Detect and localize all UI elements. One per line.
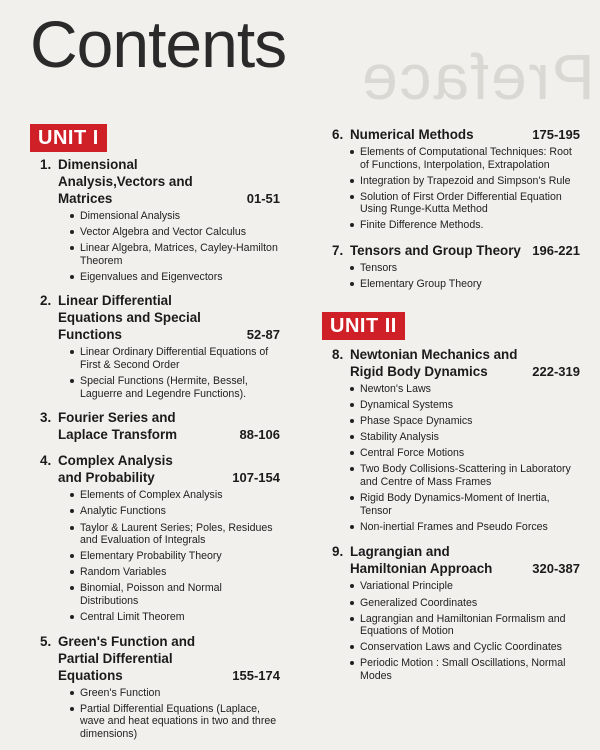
topic-item: Elementary Probability Theory — [70, 550, 280, 563]
chapter-title: Newtonian Mechanics and Rigid Body Dynamics — [350, 347, 518, 379]
chapter-heading — [40, 156, 280, 207]
chapter-pages: 222-319 — [532, 364, 580, 379]
topic-list — [40, 346, 280, 400]
topic-list — [332, 580, 580, 682]
chapter-heading — [40, 409, 280, 443]
chapter-heading — [40, 452, 280, 486]
unit-label: UNIT II — [322, 312, 405, 340]
chapter-number: 6. — [332, 127, 344, 142]
chapter-9 — [332, 543, 580, 682]
topic-item: Tensors — [350, 262, 580, 275]
topic-item: Dynamical Systems — [350, 399, 580, 412]
topic-item: Central Limit Theorem — [70, 611, 280, 624]
topic-item: Elementary Group Theory — [350, 278, 580, 291]
chapter-1 — [40, 156, 280, 283]
chapter-number: 8. — [332, 347, 344, 362]
chapter-heading — [332, 242, 580, 259]
right-column-top — [332, 126, 580, 300]
topic-item: Dimensional Analysis — [70, 210, 280, 223]
chapter-number: 4. — [40, 453, 52, 469]
topic-item: Binomial, Poisson and Normal Distributions — [70, 582, 280, 607]
topic-item: Elements of Computational Techniques: Root of Functions, Interpolation, Extrapolation — [350, 146, 580, 171]
topic-item: Non-inertial Frames and Pseudo Forces — [350, 521, 580, 534]
topic-item: Green's Function — [70, 687, 280, 700]
topic-item: Generalized Coordinates — [350, 597, 580, 610]
chapter-7 — [332, 242, 580, 291]
topic-item: Linear Algebra, Matrices, Cayley-Hamilton Theorem — [70, 242, 280, 267]
topic-list — [40, 687, 280, 741]
topic-item: Conservation Laws and Cyclic Coordinates — [350, 641, 580, 654]
chapter-2 — [40, 292, 280, 400]
topic-item: Rigid Body Dynamics-Moment of Inertia, Tensor — [350, 492, 580, 517]
chapter-title: Dimensional Analysis,Vectors and Matrices — [58, 157, 193, 206]
chapter-title: Lagrangian and Hamiltonian Approach — [350, 544, 493, 577]
chapter-heading — [40, 292, 280, 343]
chapter-heading — [332, 543, 580, 577]
unit-label: UNIT I — [30, 124, 107, 152]
chapter-title: Complex Analysis and Probability — [58, 453, 173, 486]
chapter-pages: 175-195 — [532, 127, 580, 142]
topic-item: Random Variables — [70, 566, 280, 579]
bleed-through-text: Preface — [360, 41, 595, 113]
chapter-pages: 155-174 — [232, 667, 280, 683]
topic-item: Central Force Motions — [350, 447, 580, 460]
topic-item: Vector Algebra and Vector Calculus — [70, 226, 280, 239]
chapter-title: Fourier Series and Laplace Transform — [58, 410, 178, 443]
chapter-pages: 107-154 — [232, 470, 280, 486]
topic-item: Stability Analysis — [350, 431, 580, 444]
topic-item: Newton's Laws — [350, 383, 580, 396]
topic-item: Variational Principle — [350, 580, 580, 593]
topic-item: Elements of Complex Analysis — [70, 489, 280, 502]
topic-item: Lagrangian and Hamiltonian Formalism and Equations of Motion — [350, 613, 580, 638]
chapter-pages: 88-106 — [239, 427, 280, 443]
chapter-8 — [332, 346, 580, 533]
chapter-heading — [40, 633, 280, 684]
topic-list — [332, 383, 580, 533]
chapter-pages: 52-87 — [246, 327, 280, 343]
chapter-title: Green's Function and Partial Differential Equations — [58, 633, 196, 683]
topic-list — [332, 262, 580, 291]
topic-item: Eigenvalues and Eigenvectors — [70, 271, 280, 284]
chapter-3 — [40, 409, 280, 443]
chapter-title: Tensors and Group Theory — [350, 243, 521, 259]
chapter-heading — [332, 346, 580, 380]
topic-item: Special Functions (Hermite, Bessel, Laguerre and Legendre Functions). — [70, 375, 280, 400]
topic-item: Taylor & Laurent Series; Poles, Residues and Evaluation of Integrals — [70, 522, 280, 547]
topic-list — [332, 146, 580, 232]
topic-item: Solution of First Order Differential Equation Using Runge-Kutta Method — [350, 191, 580, 216]
right-column-bottom — [332, 346, 580, 692]
topic-item: Finite Difference Methods. — [350, 219, 580, 232]
chapter-number: 2. — [40, 293, 52, 309]
chapter-heading — [332, 126, 580, 143]
topic-item: Two Body Collisions-Scattering in Laboratory and Centre of Mass Frames — [350, 463, 580, 488]
topic-item: Linear Ordinary Differential Equations of First & Second Order — [70, 346, 280, 371]
chapter-number: 3. — [40, 410, 52, 426]
topic-item: Integration by Trapezoid and Simpson's Rule — [350, 175, 580, 188]
chapter-number: 1. — [40, 157, 52, 172]
chapter-pages: 196-221 — [532, 243, 580, 259]
page-title: Contents — [30, 7, 287, 81]
chapter-pages: 01-51 — [246, 191, 280, 206]
chapter-number: 9. — [332, 544, 344, 560]
chapter-pages: 320-387 — [532, 561, 580, 577]
chapter-number: 5. — [40, 633, 52, 649]
chapter-title: Linear Differential Equations and Special Functions — [58, 293, 201, 343]
topic-item: Analytic Functions — [70, 505, 280, 518]
chapter-number: 7. — [332, 243, 344, 259]
topic-list — [40, 210, 280, 283]
topic-item: Partial Differential Equations (Laplace, wave and heat equations in two and three dimensions) — [70, 703, 280, 741]
topic-list — [40, 489, 280, 623]
chapter-6 — [332, 126, 580, 232]
topic-item: Periodic Motion : Small Oscillations, Normal Modes — [350, 657, 580, 682]
left-column — [40, 156, 280, 750]
chapter-5 — [40, 633, 280, 741]
topic-item: Phase Space Dynamics — [350, 415, 580, 428]
chapter-title: Numerical Methods — [350, 127, 474, 142]
chapter-4 — [40, 452, 280, 623]
